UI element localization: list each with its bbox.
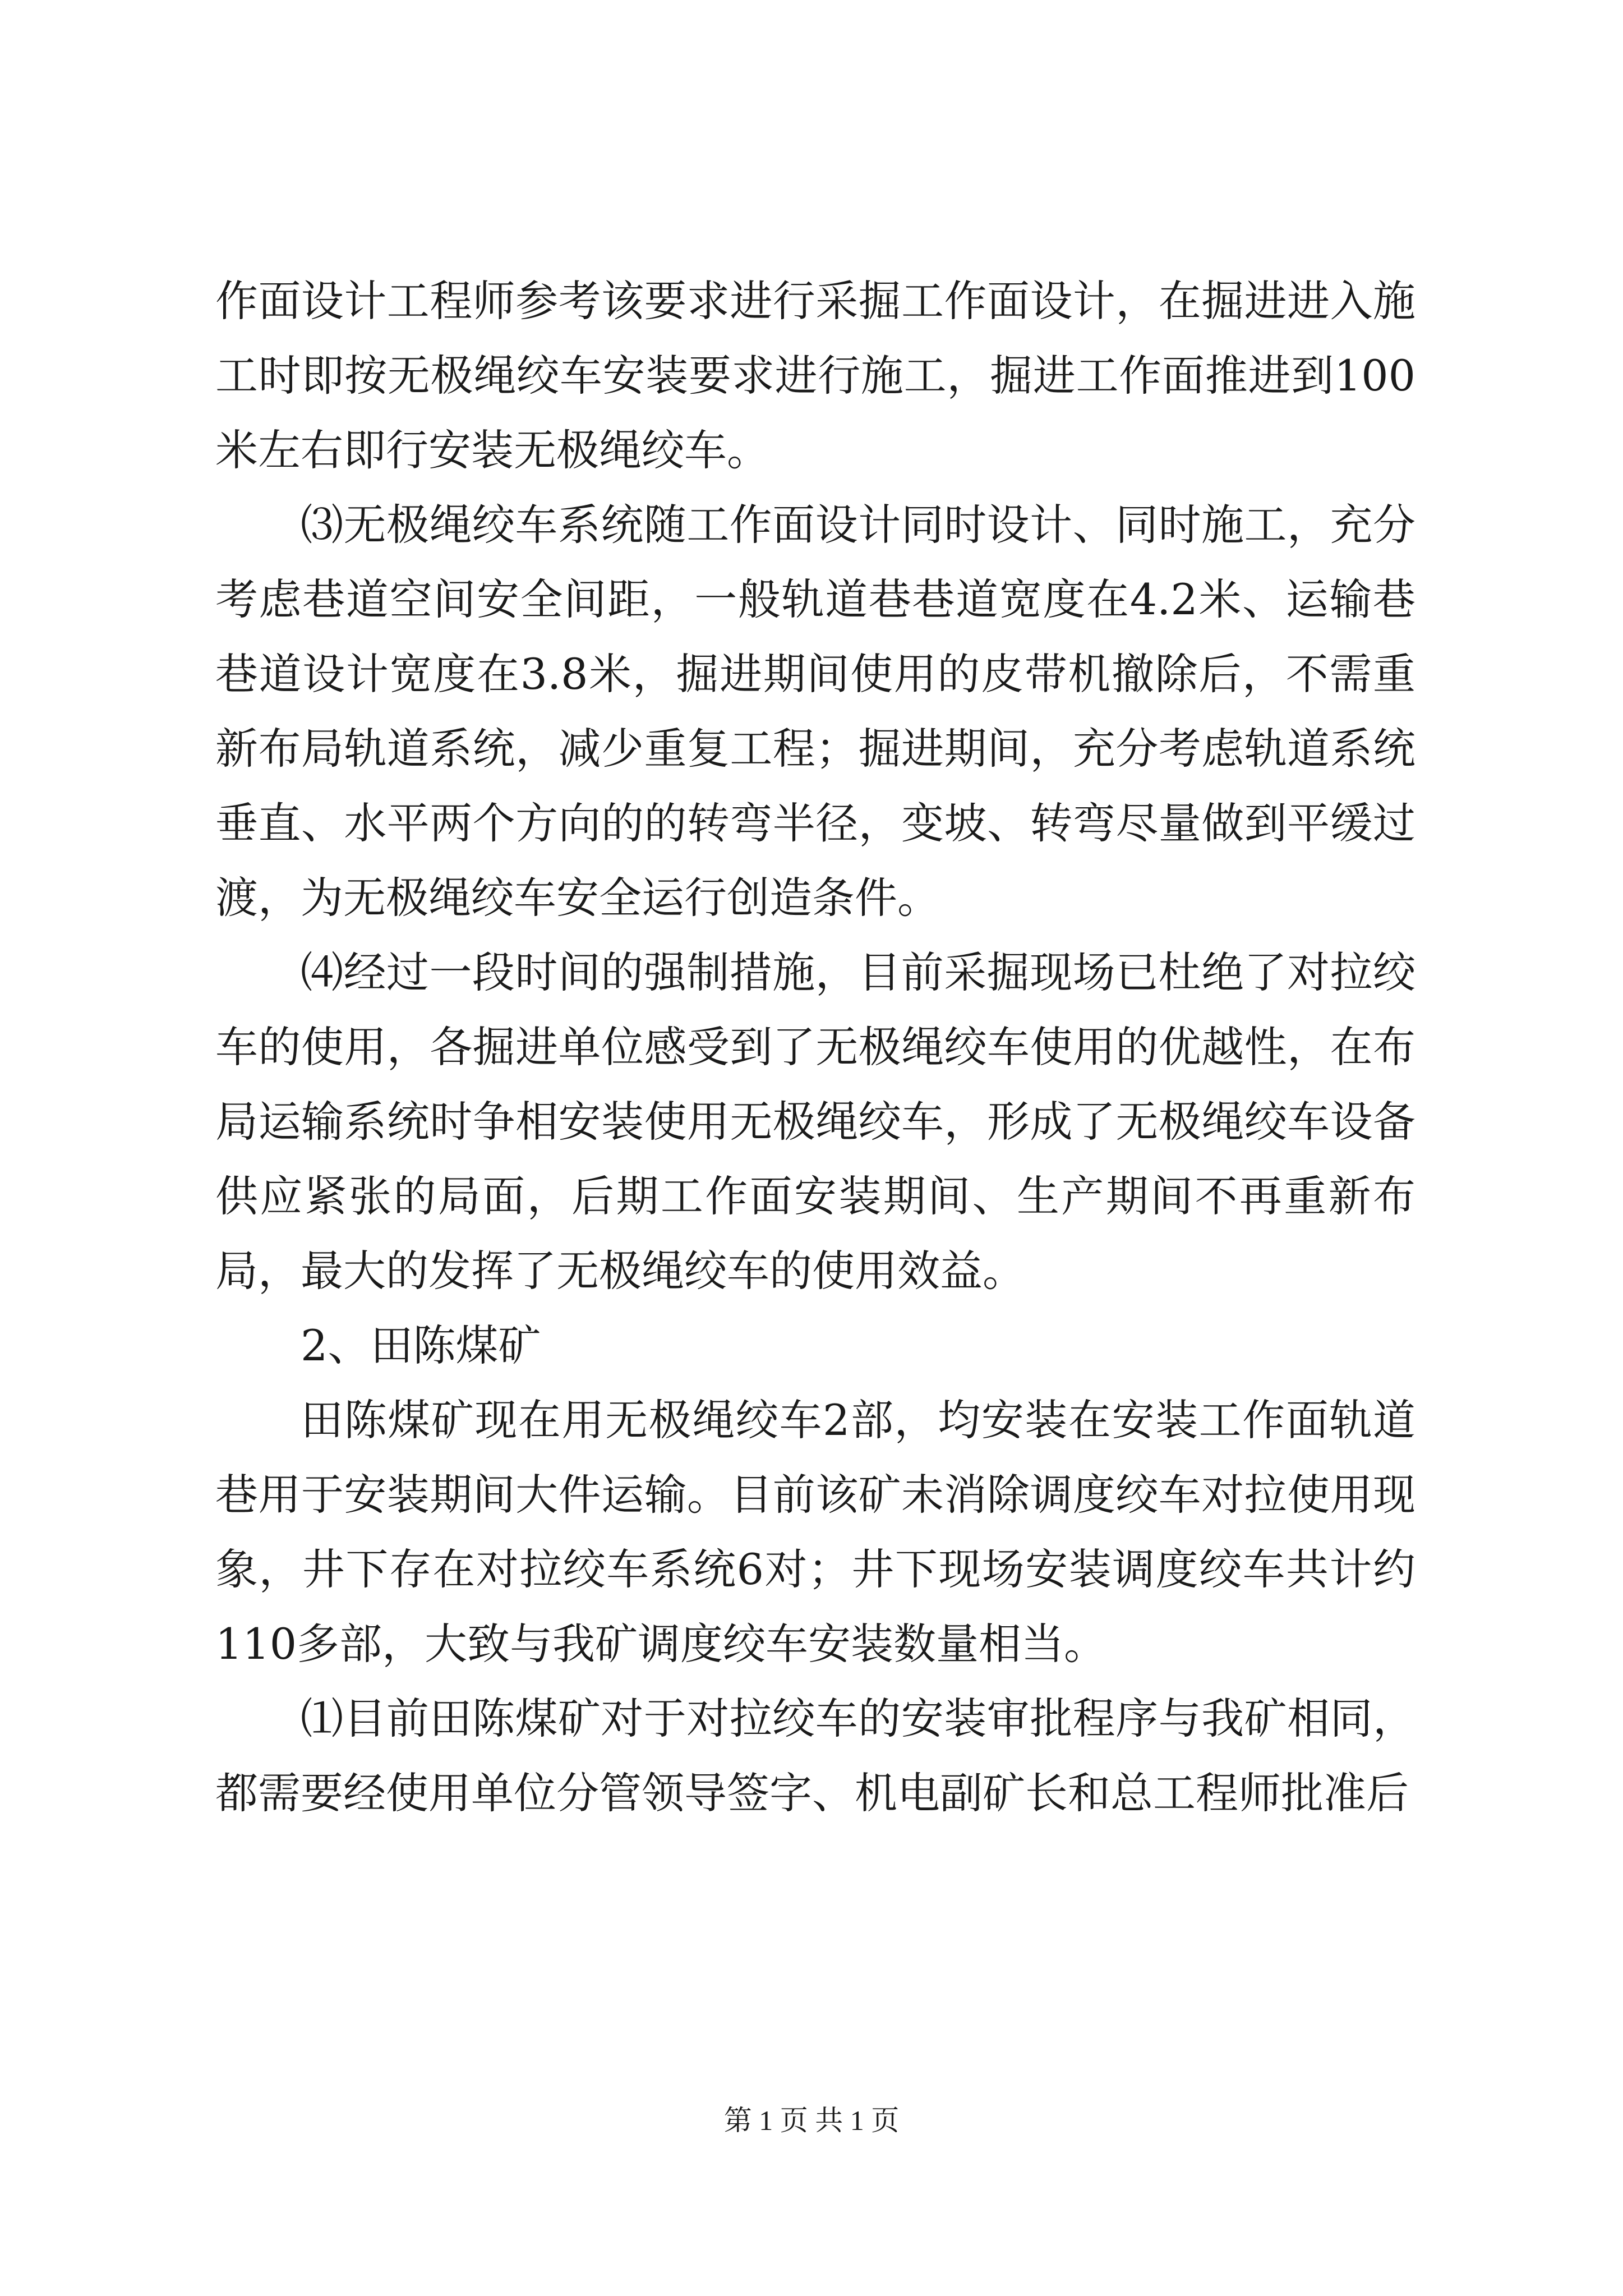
section-heading: 2、田陈煤矿 <box>301 1320 541 1370</box>
paragraph-item-3: ⑶无极绳绞车系统随工作面设计同时设计、同时施工，充分考虑巷道空间安全间距，一般轨道巷巷道宽度在4.2米、运输巷巷道设计宽度在3.8米，掘进期间使用的皮带机撤除后，不需重新布局轨道系统，减少重复工程；掘进期间，充分考虑轨道系统垂直、水平两个方向的的转弯半径，变坡、转弯尽量做到平缓过渡，为无极绳绞车安全运行创造条件。 <box>215 500 1415 923</box>
paragraph-item-1: ⑴目前田陈煤矿对于对拉绞车的安装审批程序与我矿相同，都需要经使用单位分管领导签字、机电副矿长和总工程师批准后 <box>215 1694 1415 1818</box>
paragraph-continuation: 作面设计工程师参考该要求进行采掘工作面设计，在掘进进入施工时即按无极绳绞车安装要求进行施工，掘进工作面推进到100米左右即行安装无极绳绞车。 <box>215 276 1415 475</box>
paragraph-item-4: ⑷经过一段时间的强制措施，目前采掘现场已杜绝了对拉绞车的使用，各掘进单位感受到了无极绳绞车使用的优越性，在布局运输系统时争相安装使用无极绳绞车，形成了无极绳绞车设备供应紧张的局面，后期工作面安装期间、生产期间不再重新布局，最大的发挥了无极绳绞车的使用效益。 <box>215 947 1415 1296</box>
document-body <box>215 264 1415 1830</box>
paragraph-tianchen-intro: 田陈煤矿现在用无极绳绞车2部，均安装在安装工作面轨道巷用于安装期间大件运输。目前该矿未消除调度绞车对拉使用现象，井下存在对拉绞车系统6对；井下现场安装调度绞车共计约110多部，大致与我矿调度绞车安装数量相当。 <box>215 1395 1415 1669</box>
page-footer: 第 1 页 共 1 页 <box>723 2105 900 2136</box>
